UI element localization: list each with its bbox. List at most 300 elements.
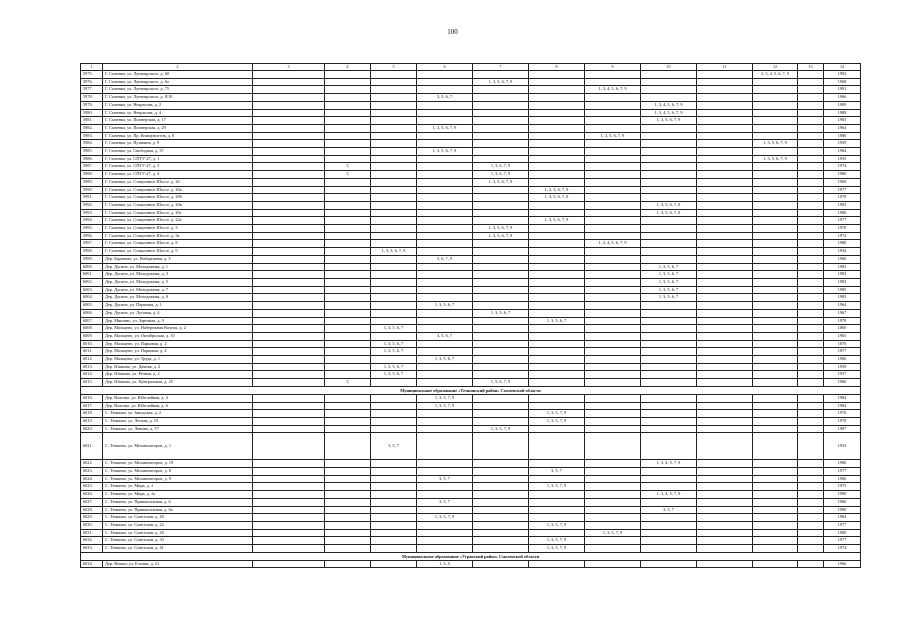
row-number: 5993. xyxy=(81,209,103,217)
works-cell xyxy=(798,71,824,79)
works-cell xyxy=(473,101,529,109)
works-cell xyxy=(641,163,697,171)
works-cell xyxy=(697,433,753,460)
works-cell xyxy=(417,117,473,125)
works-cell xyxy=(798,302,824,310)
works-cell xyxy=(529,379,585,387)
works-cell xyxy=(529,286,585,294)
works-cell xyxy=(473,521,529,529)
table-row xyxy=(81,286,861,294)
works-cell xyxy=(371,155,417,163)
address-cell: Дер. Юшково, ул. Центральная, д. 25 xyxy=(103,379,253,387)
address-cell: Дер. Бараново, ул. Набережная, д. 3 xyxy=(103,255,253,263)
works-cell xyxy=(253,433,325,460)
works-cell xyxy=(697,178,753,186)
works-cell: 1, 3, 6, 7, 9 xyxy=(473,163,529,171)
works-cell xyxy=(798,263,824,271)
works-cell xyxy=(529,402,585,410)
row-number: 5988. xyxy=(81,171,103,179)
works-cell xyxy=(798,232,824,240)
works-cell xyxy=(697,340,753,348)
works-cell xyxy=(585,255,641,263)
works-cell xyxy=(529,209,585,217)
works-cell xyxy=(585,410,641,418)
address-cell: Дер. Мальцево, ул. Парковая, д. 2 xyxy=(103,340,253,348)
row-number: 6012. xyxy=(81,356,103,364)
works-cell xyxy=(697,117,753,125)
works-cell xyxy=(371,286,417,294)
row-number: 5986. xyxy=(81,155,103,163)
works-cell: 1, 3, 5, 6, 7, 9 xyxy=(529,194,585,202)
table-row xyxy=(81,468,861,476)
works-cell xyxy=(253,460,325,468)
works-cell xyxy=(417,248,473,256)
address-cell: Г. Сычевка, ул. СПТУ-27, д. 3 xyxy=(103,163,253,171)
works-cell xyxy=(798,148,824,156)
works-cell xyxy=(753,340,798,348)
row-number: 5980. xyxy=(81,109,103,117)
works-cell xyxy=(253,356,325,364)
works-cell xyxy=(798,325,824,333)
row-number: 6013. xyxy=(81,363,103,371)
works-cell xyxy=(697,94,753,102)
works-cell xyxy=(371,309,417,317)
works-cell xyxy=(753,163,798,171)
table-row xyxy=(81,225,861,233)
works-cell: 1, 3, 6, 7, 9 xyxy=(473,171,529,179)
works-cell xyxy=(253,410,325,418)
works-cell xyxy=(473,363,529,371)
works-cell xyxy=(529,491,585,499)
year-cell: 1957 xyxy=(824,371,861,379)
works-cell: 1, 3, 5, 6, 7, 9 xyxy=(753,140,798,148)
works-cell xyxy=(253,186,325,194)
year-cell: 1984 xyxy=(824,514,861,522)
works-cell xyxy=(417,186,473,194)
works-cell xyxy=(585,271,641,279)
address-cell: Г. Сычевка, ул. Стационное Шоссе, д. 22а xyxy=(103,217,253,225)
works-cell xyxy=(798,506,824,514)
works-cell xyxy=(798,271,824,279)
works-cell: 1, 3, 5, 7, 9 xyxy=(417,514,473,522)
works-cell xyxy=(697,124,753,132)
works-cell xyxy=(697,71,753,79)
works-cell xyxy=(798,410,824,418)
works-cell xyxy=(697,78,753,86)
works-cell xyxy=(641,483,697,491)
works-cell xyxy=(798,278,824,286)
works-cell xyxy=(371,468,417,476)
row-number: 6007. xyxy=(81,317,103,325)
works-cell xyxy=(325,309,371,317)
works-cell xyxy=(641,124,697,132)
works-cell xyxy=(371,201,417,209)
table-row xyxy=(81,155,861,163)
works-cell xyxy=(529,271,585,279)
works-cell xyxy=(417,425,473,433)
works-cell xyxy=(585,348,641,356)
works-cell xyxy=(473,491,529,499)
works-cell xyxy=(473,356,529,364)
works-cell xyxy=(529,155,585,163)
works-cell: 1, 3, 5, 6, 7, 9 xyxy=(641,201,697,209)
works-cell xyxy=(585,124,641,132)
works-cell xyxy=(253,417,325,425)
year-cell: 1986 xyxy=(824,209,861,217)
address-cell: С. Темкино, ул. Механизаторов, д. 1 xyxy=(103,433,253,460)
table-row xyxy=(81,117,861,125)
works-cell xyxy=(753,117,798,125)
row-number: 5992. xyxy=(81,201,103,209)
year-cell: 1975 xyxy=(824,483,861,491)
works-cell xyxy=(753,248,798,256)
works-cell xyxy=(417,78,473,86)
works-cell xyxy=(325,514,371,522)
works-cell: 1, 3, 4, 5, 6, 7, 9 xyxy=(585,86,641,94)
works-cell xyxy=(798,560,824,568)
table-row xyxy=(81,163,861,171)
address-cell: Г. Сычевка, ул. Некрасова, д. 4 xyxy=(103,109,253,117)
works-cell xyxy=(697,475,753,483)
works-cell xyxy=(641,325,697,333)
works-cell xyxy=(697,410,753,418)
works-cell xyxy=(641,255,697,263)
row-number: 6001. xyxy=(81,271,103,279)
works-cell xyxy=(798,186,824,194)
works-cell xyxy=(253,483,325,491)
works-cell: 1, 3, 5, 6, 7, 9 xyxy=(529,217,585,225)
works-cell xyxy=(585,340,641,348)
works-cell xyxy=(417,155,473,163)
table-row xyxy=(81,78,861,86)
address-cell: Дер. Дугино, ул. Молодежная, д. 5 xyxy=(103,278,253,286)
works-cell xyxy=(325,271,371,279)
works-cell xyxy=(529,278,585,286)
works-cell: 1, 3, 5, 6, 7 xyxy=(641,286,697,294)
table-row xyxy=(81,101,861,109)
address-cell: Г. Сычевка, ул. Пионерская, д. 17 xyxy=(103,117,253,125)
works-cell xyxy=(753,209,798,217)
works-cell xyxy=(585,209,641,217)
row-number: 6011. xyxy=(81,348,103,356)
works-cell xyxy=(641,371,697,379)
works-cell xyxy=(697,201,753,209)
works-cell xyxy=(753,178,798,186)
address-cell: С. Темкино, ул. Привокзальная, д. 6 xyxy=(103,498,253,506)
works-cell xyxy=(697,278,753,286)
works-cell xyxy=(585,148,641,156)
works-cell xyxy=(371,263,417,271)
table-row xyxy=(81,363,861,371)
address-cell: Дер. Юшково, ул. Речная, д. 2 xyxy=(103,371,253,379)
works-cell xyxy=(697,317,753,325)
works-cell xyxy=(417,171,473,179)
works-cell xyxy=(417,263,473,271)
year-cell: 1966 xyxy=(824,255,861,263)
works-cell xyxy=(641,402,697,410)
works-cell xyxy=(371,124,417,132)
works-cell xyxy=(325,155,371,163)
works-cell: 1, 3, 5, 6, 7 xyxy=(371,340,417,348)
works-cell xyxy=(753,194,798,202)
works-cell xyxy=(253,101,325,109)
works-cell xyxy=(753,302,798,310)
works-cell xyxy=(325,86,371,94)
works-cell xyxy=(585,194,641,202)
works-cell: 1, 3, 5, 6, 7 xyxy=(529,317,585,325)
column-number-row xyxy=(81,64,861,71)
works-cell xyxy=(753,101,798,109)
works-cell xyxy=(529,433,585,460)
works-cell xyxy=(753,94,798,102)
works-cell xyxy=(798,491,824,499)
table-row xyxy=(81,483,861,491)
works-cell xyxy=(417,363,473,371)
works-cell xyxy=(798,140,824,148)
works-cell xyxy=(325,232,371,240)
works-cell xyxy=(371,101,417,109)
works-cell xyxy=(253,394,325,402)
year-cell: 1981 xyxy=(824,86,861,94)
table-row xyxy=(81,356,861,364)
works-cell xyxy=(641,340,697,348)
works-cell xyxy=(253,379,325,387)
works-cell xyxy=(253,86,325,94)
works-cell xyxy=(371,483,417,491)
works-cell xyxy=(585,140,641,148)
works-cell xyxy=(798,379,824,387)
works-cell xyxy=(798,332,824,340)
works-cell xyxy=(697,363,753,371)
works-cell xyxy=(585,178,641,186)
works-cell xyxy=(697,379,753,387)
works-cell xyxy=(325,94,371,102)
address-cell: С. Темкино, ул. Привокзальная, д. 6а xyxy=(103,506,253,514)
works-cell xyxy=(641,94,697,102)
works-cell xyxy=(641,433,697,460)
row-number: 6003. xyxy=(81,286,103,294)
works-cell xyxy=(473,514,529,522)
works-cell xyxy=(529,163,585,171)
works-cell xyxy=(753,286,798,294)
works-cell xyxy=(253,225,325,233)
works-cell xyxy=(473,286,529,294)
works-cell xyxy=(753,545,798,553)
works-cell xyxy=(585,248,641,256)
works-cell xyxy=(371,178,417,186)
works-cell xyxy=(697,155,753,163)
works-cell xyxy=(753,363,798,371)
row-number: 6002. xyxy=(81,278,103,286)
address-cell: С. Темкино, ул. Советская, д. 22 xyxy=(103,521,253,529)
row-number: 5999. xyxy=(81,255,103,263)
works-cell xyxy=(697,483,753,491)
year-cell: 1876 xyxy=(824,340,861,348)
address-cell: Г. Сычевка, ул. СПТУ-27, д. 1 xyxy=(103,155,253,163)
works-cell xyxy=(371,475,417,483)
works-cell: 1, 3, 5, 6, 7, 9 xyxy=(417,124,473,132)
works-cell xyxy=(697,132,753,140)
works-cell: 1, 3, 5, 7, 9 xyxy=(417,394,473,402)
address-cell: Дер. Мальцево, ул. Набережная Вазузы, д. 2 xyxy=(103,325,253,333)
works-cell xyxy=(641,71,697,79)
works-cell xyxy=(753,394,798,402)
works-cell xyxy=(697,209,753,217)
works-cell xyxy=(473,209,529,217)
year-cell: 1983 xyxy=(824,278,861,286)
works-cell xyxy=(253,271,325,279)
works-cell xyxy=(325,394,371,402)
table-row xyxy=(81,545,861,553)
works-cell xyxy=(325,194,371,202)
works-cell xyxy=(473,294,529,302)
works-cell xyxy=(325,117,371,125)
works-cell xyxy=(371,278,417,286)
works-cell xyxy=(697,402,753,410)
works-cell xyxy=(325,240,371,248)
works-cell xyxy=(697,468,753,476)
works-cell xyxy=(371,78,417,86)
works-cell xyxy=(753,468,798,476)
column-number: 13 xyxy=(798,64,824,71)
works-cell: 1, 3, 5, 7, 9 xyxy=(417,402,473,410)
works-cell xyxy=(697,86,753,94)
works-cell xyxy=(585,475,641,483)
table-row xyxy=(81,371,861,379)
works-cell xyxy=(473,402,529,410)
works-cell: 3, 5, 7 xyxy=(641,506,697,514)
works-cell xyxy=(798,460,824,468)
works-cell xyxy=(371,537,417,545)
works-cell xyxy=(753,506,798,514)
works-cell xyxy=(371,498,417,506)
address-cell: С. Темкино, ул. Советская, д. 20 xyxy=(103,514,253,522)
works-cell xyxy=(371,240,417,248)
works-cell xyxy=(529,348,585,356)
row-number: 6016. xyxy=(81,394,103,402)
works-cell xyxy=(371,140,417,148)
table-row xyxy=(81,271,861,279)
year-cell: 1990 xyxy=(824,506,861,514)
works-cell xyxy=(798,340,824,348)
row-number: 6006. xyxy=(81,309,103,317)
works-cell: 1, 3, 5, 6, 7, 9 xyxy=(371,248,417,256)
works-cell xyxy=(697,263,753,271)
table-row xyxy=(81,86,861,94)
works-cell xyxy=(697,286,753,294)
works-cell xyxy=(325,248,371,256)
row-number: 6025. xyxy=(81,483,103,491)
works-cell xyxy=(798,475,824,483)
section-header-row xyxy=(81,386,861,394)
year-cell: 1977 xyxy=(824,537,861,545)
table-row xyxy=(81,240,861,248)
address-cell: С. Темкино, ул. Советская, д. 33 xyxy=(103,537,253,545)
works-cell xyxy=(325,371,371,379)
works-cell: 1, 3, 4, 5, 7, 9 xyxy=(641,491,697,499)
works-cell xyxy=(417,286,473,294)
works-cell: 1, 3, 5, 6, 7 xyxy=(371,371,417,379)
works-cell xyxy=(585,332,641,340)
table-row xyxy=(81,171,861,179)
column-number: 5 xyxy=(371,64,417,71)
works-cell xyxy=(325,483,371,491)
works-cell xyxy=(641,348,697,356)
works-cell xyxy=(753,201,798,209)
works-cell xyxy=(417,348,473,356)
works-cell xyxy=(253,78,325,86)
works-cell xyxy=(371,425,417,433)
works-cell xyxy=(253,109,325,117)
works-cell xyxy=(473,483,529,491)
address-cell: С. Темкино, ул. Заводская, д. 2 xyxy=(103,410,253,418)
works-cell xyxy=(585,537,641,545)
works-cell xyxy=(641,225,697,233)
works-cell xyxy=(798,178,824,186)
works-cell xyxy=(371,302,417,310)
year-cell: 1977 xyxy=(824,186,861,194)
address-cell: С. Темкино, ул. Советская, д. 29 xyxy=(103,529,253,537)
works-cell xyxy=(585,433,641,460)
works-cell xyxy=(798,225,824,233)
works-cell xyxy=(697,194,753,202)
works-cell xyxy=(641,468,697,476)
works-cell xyxy=(325,294,371,302)
works-cell xyxy=(798,101,824,109)
year-cell: 1983 xyxy=(824,271,861,279)
works-cell xyxy=(697,417,753,425)
year-cell: 1985 xyxy=(824,286,861,294)
works-cell xyxy=(473,417,529,425)
works-cell xyxy=(585,302,641,310)
works-cell xyxy=(753,225,798,233)
works-cell xyxy=(798,94,824,102)
works-cell xyxy=(585,286,641,294)
works-cell: 1, 3, 5, 7, 9 xyxy=(585,529,641,537)
works-cell xyxy=(798,78,824,86)
works-cell xyxy=(798,529,824,537)
works-cell xyxy=(417,371,473,379)
works-cell xyxy=(371,460,417,468)
works-cell xyxy=(417,529,473,537)
works-cell: 1, 3, 5, 6, 7, 9 xyxy=(473,178,529,186)
works-cell xyxy=(325,71,371,79)
works-cell xyxy=(529,560,585,568)
works-cell xyxy=(585,460,641,468)
works-cell xyxy=(371,217,417,225)
address-cell: Дер. Дугино, ул. Молодежная, д. 9 xyxy=(103,294,253,302)
works-cell xyxy=(473,371,529,379)
works-cell xyxy=(253,171,325,179)
works-cell xyxy=(253,348,325,356)
works-cell xyxy=(253,217,325,225)
section-title: Муниципальное образование «Угранский район» Смоленской области xyxy=(81,552,861,560)
works-cell xyxy=(585,363,641,371)
works-cell xyxy=(529,109,585,117)
works-cell xyxy=(325,433,371,460)
year-cell: 1966 xyxy=(824,560,861,568)
works-cell xyxy=(641,217,697,225)
row-number: 6018. xyxy=(81,410,103,418)
works-cell xyxy=(697,225,753,233)
works-cell xyxy=(417,194,473,202)
works-cell xyxy=(585,371,641,379)
works-cell xyxy=(697,325,753,333)
address-cell: Дер. Дугино, ул. Молодежная, д. 1 xyxy=(103,263,253,271)
works-cell xyxy=(253,521,325,529)
table-row xyxy=(81,140,861,148)
works-cell xyxy=(253,278,325,286)
